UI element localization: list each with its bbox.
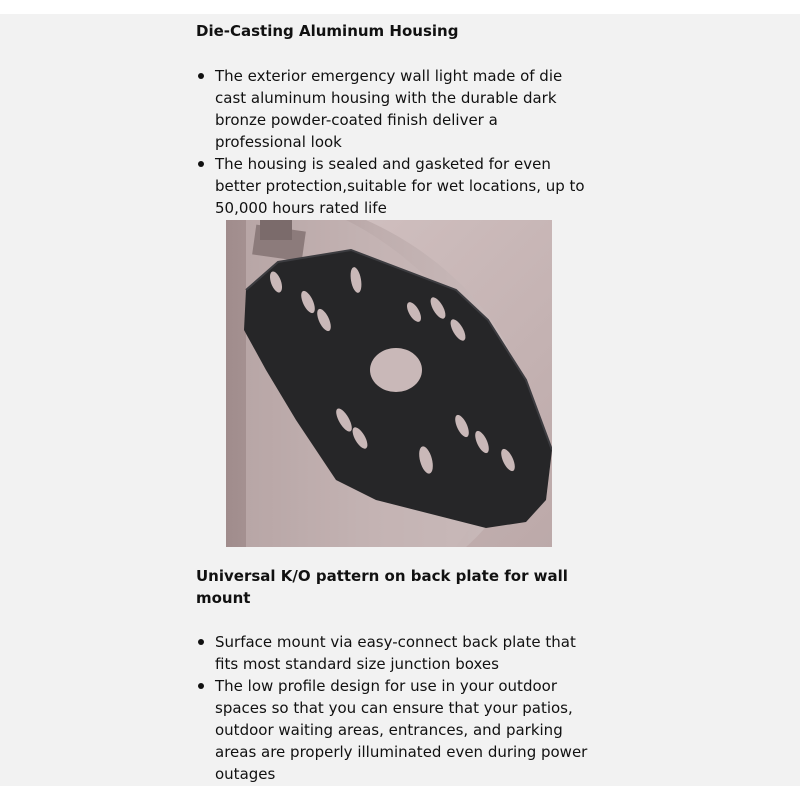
- bullet-item: Surface mount via easy-connect back plate that fits most standard size junction boxes: [196, 631, 596, 675]
- section-title-housing: Die-Casting Aluminum Housing: [196, 22, 459, 40]
- bullet-item: The exterior emergency wall light made of die cast aluminum housing with the durable dark bronze powder-coated finish deliver a professional look: [196, 65, 596, 153]
- section-back-plate: [196, 565, 596, 785]
- mounting-back-plate-photo-icon: [226, 220, 552, 547]
- bullet-list-housing: [196, 65, 596, 219]
- section-title-back-plate: Universal K/O pattern on back plate for wall mount: [196, 567, 568, 607]
- bullet-item: The housing is sealed and gasketed for even better protection,suitable for wet locations, up to 50,000 hours rated life: [196, 153, 596, 219]
- mounting-plate-photo: [226, 220, 552, 547]
- section-housing: [196, 14, 596, 219]
- bullet-list-back-plate: [196, 631, 596, 785]
- bullet-item: The low profile design for use in your outdoor spaces so that you can ensure that your patios, outdoor waiting areas, entrances, and parking areas are properly illuminated even during power outages: [196, 675, 596, 785]
- bottom-strip: [0, 786, 800, 800]
- top-strip: [0, 0, 800, 14]
